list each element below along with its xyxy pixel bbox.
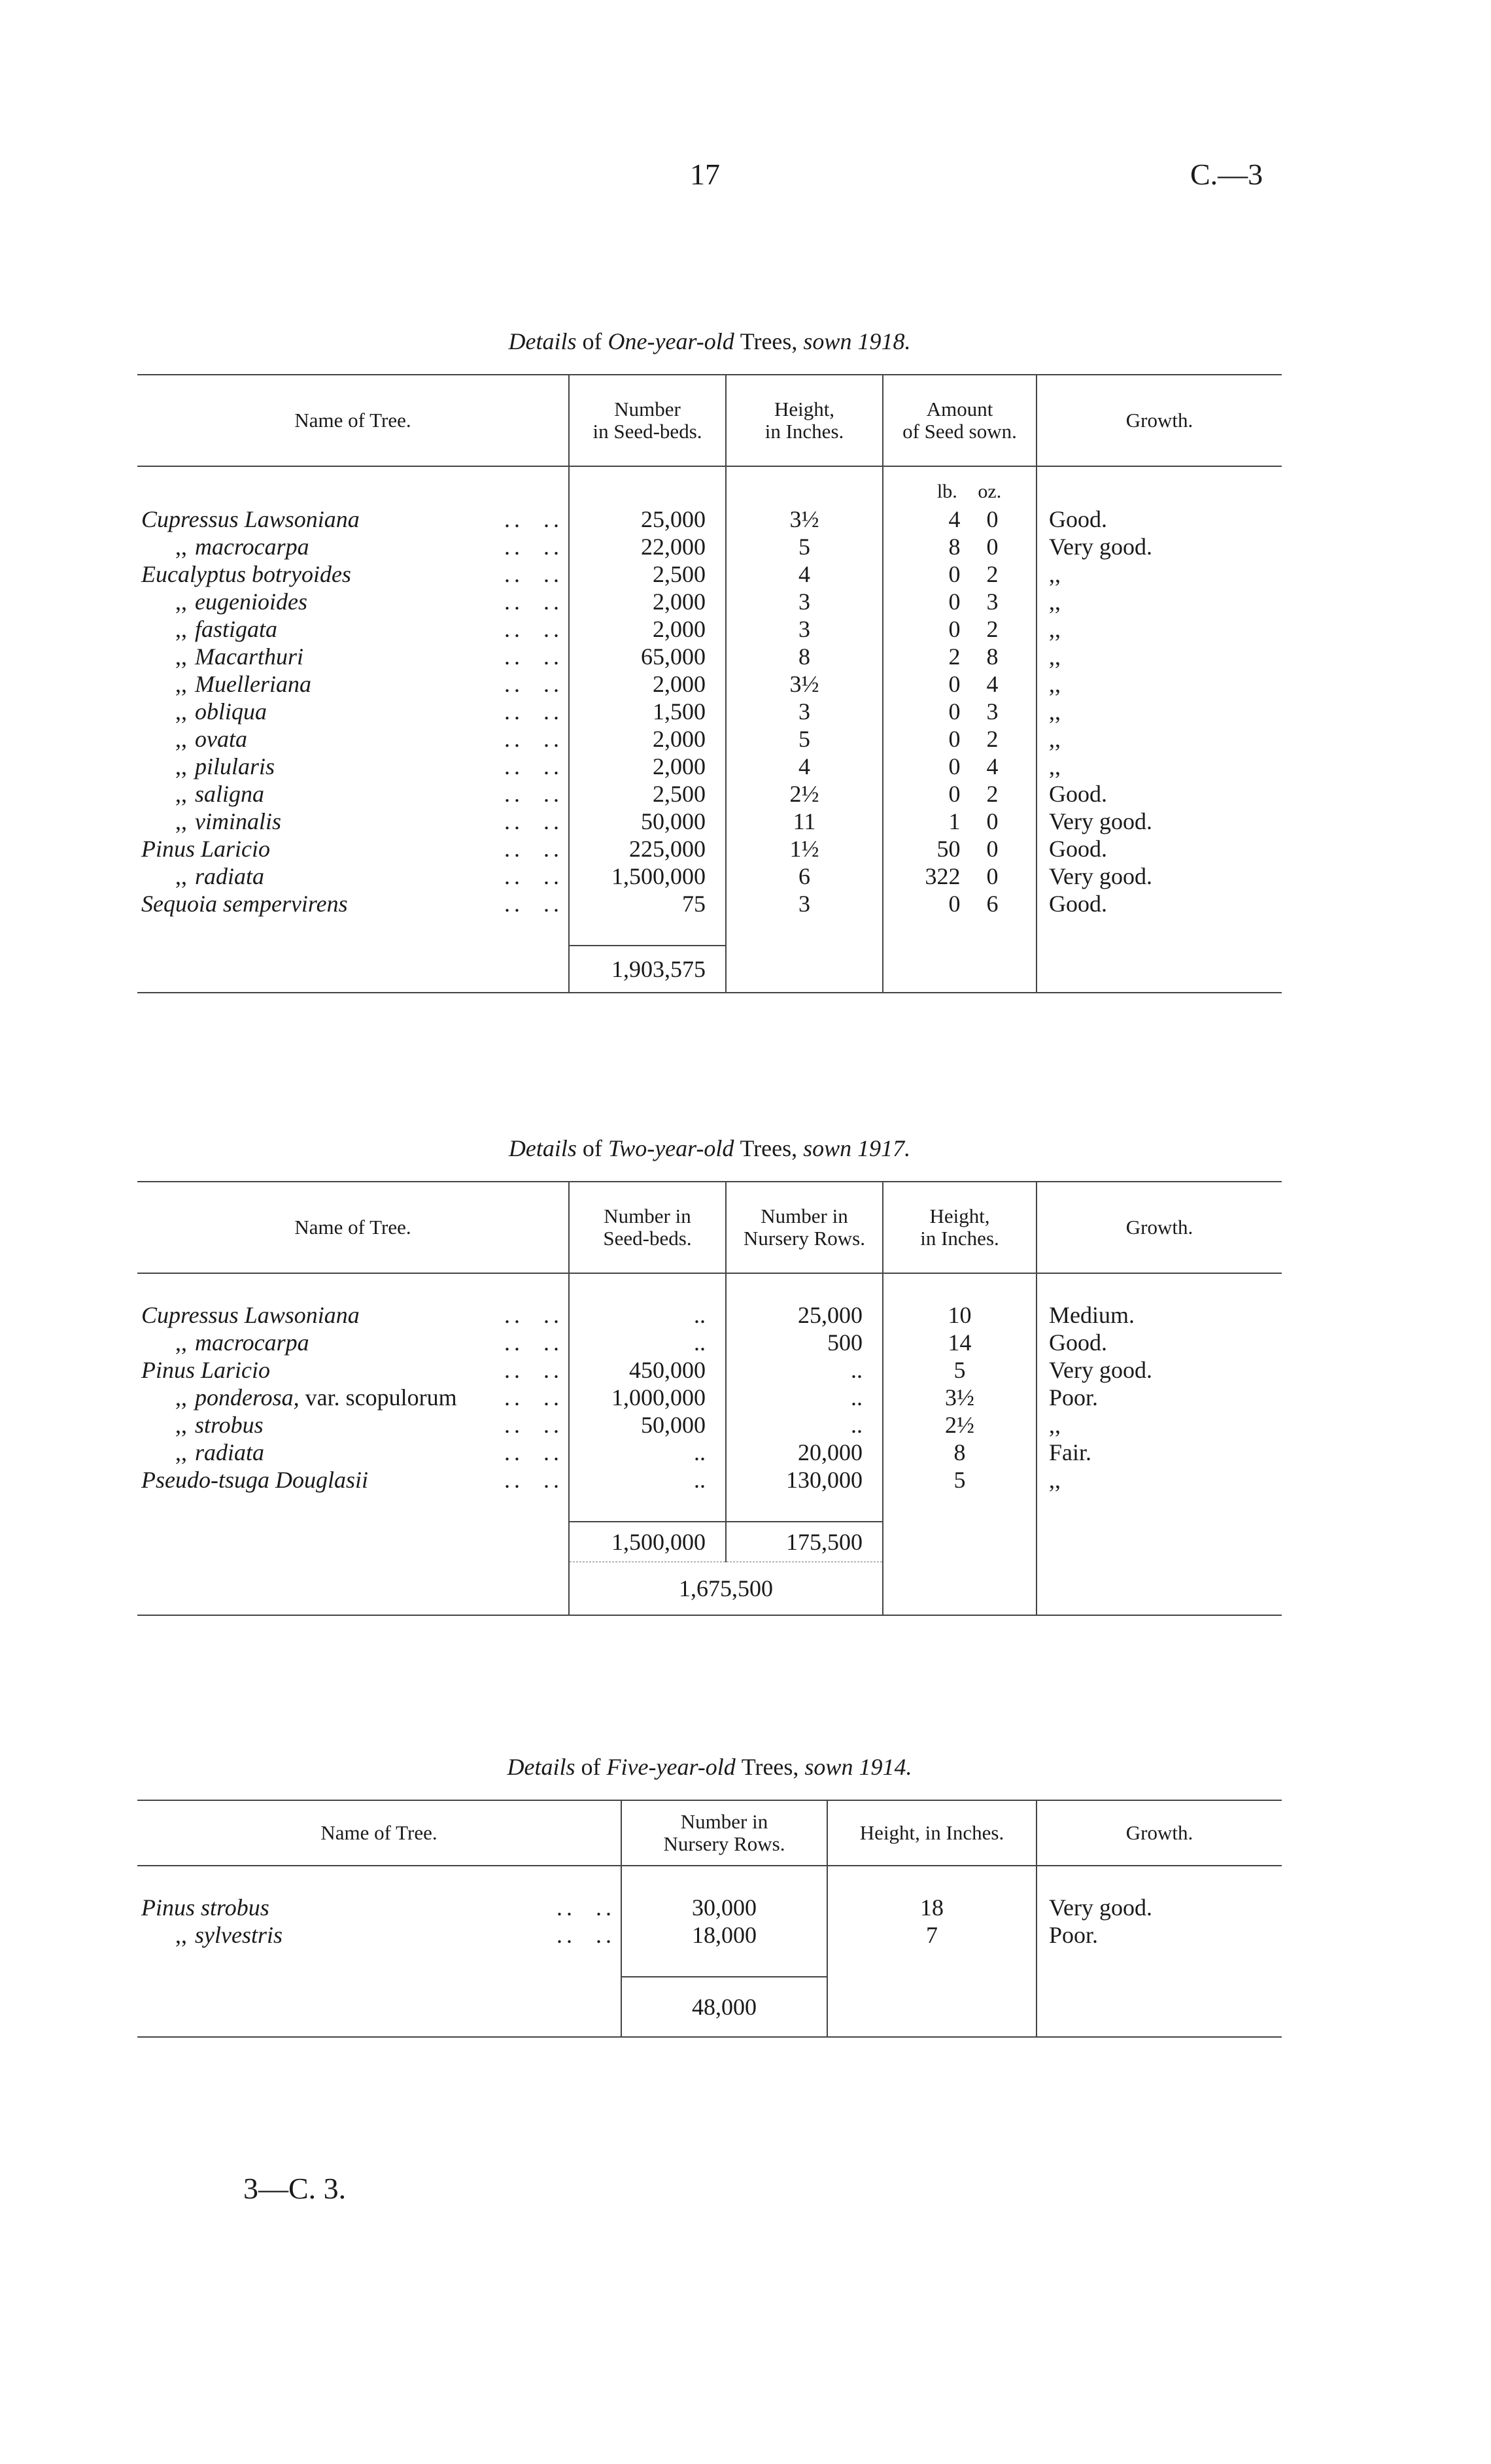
header-growth: Growth. (1037, 1182, 1282, 1273)
seedbed-count: 65,000 (569, 643, 726, 670)
seedbed-count: .. (569, 1329, 726, 1356)
seed-amount: 1 0 (883, 808, 1037, 835)
tree-name: ,, radiata .. .. (175, 1439, 563, 1465)
header-amount: Amount of Seed sown. (883, 375, 1037, 466)
tree-name: ,, saligna .. .. (175, 781, 563, 807)
tree-name: Sequoia sempervirens .. .. (141, 891, 563, 917)
seed-amount: 0 2 (883, 560, 1037, 588)
tree-name: Eucalyptus botryoides .. .. (141, 561, 563, 587)
growth: ,, (1037, 753, 1282, 780)
seed-amount: 0 2 (883, 780, 1037, 808)
growth: Very good. (1037, 1356, 1282, 1384)
height-inches: 5 (883, 1356, 1037, 1384)
tree-name: ,, sylvestris .. .. (175, 1922, 615, 1948)
table-row (137, 890, 1282, 917)
table-row (137, 533, 1282, 560)
nursery-count: 18,000 (621, 1921, 827, 1949)
one-year-section (137, 324, 1282, 993)
growth: Very good. (1037, 1894, 1282, 1921)
growth: Good. (1037, 835, 1282, 863)
seedbed-count: 450,000 (569, 1356, 726, 1384)
tree-name: Pinus Laricio .. .. (141, 836, 563, 862)
seedbed-count: 2,500 (569, 780, 726, 808)
height-inches: 4 (726, 560, 883, 588)
growth: Poor. (1037, 1921, 1282, 1949)
table-row (137, 835, 1282, 863)
table-row (137, 1439, 1282, 1466)
subtotal-row (137, 1522, 1282, 1562)
tree-name: ,, obliqua .. .. (175, 698, 563, 725)
seed-amount: 0 3 (883, 698, 1037, 725)
growth: ,, (1037, 560, 1282, 588)
tree-name: Cupressus Lawsoniana .. .. (141, 506, 563, 532)
height-inches: 5 (726, 533, 883, 560)
nursery-count: .. (726, 1411, 883, 1439)
seedbed-count: 22,000 (569, 533, 726, 560)
tree-name: ,, eugenioides .. .. (175, 589, 563, 615)
growth: ,, (1037, 643, 1282, 670)
tree-name: ,, ovata .. .. (175, 726, 563, 752)
seed-amount: 2 8 (883, 643, 1037, 670)
nursery-count: .. (726, 1384, 883, 1411)
one-year-table (137, 374, 1282, 993)
seedbed-count: 50,000 (569, 808, 726, 835)
seedbed-count: 25,000 (569, 505, 726, 533)
page-number: 17 (690, 158, 720, 191)
seed-amount: 8 0 (883, 533, 1037, 560)
growth: ,, (1037, 725, 1282, 753)
unit-row: lb. oz. (883, 466, 1037, 505)
tree-name: Pseudo-tsuga Douglasii .. .. (141, 1467, 563, 1493)
height-inches: 8 (726, 643, 883, 670)
total-seedbeds: 1,903,575 (569, 946, 726, 993)
five-year-section (137, 1750, 1282, 2038)
header-name: Name of Tree. (137, 375, 569, 466)
table-row (137, 808, 1282, 835)
table-row (137, 1356, 1282, 1384)
tree-name: Cupressus Lawsoniana .. .. (141, 1302, 563, 1328)
table-row (137, 698, 1282, 725)
growth: Good. (1037, 780, 1282, 808)
growth: ,, (1037, 1466, 1282, 1494)
height-inches: 8 (883, 1439, 1037, 1466)
header-growth: Growth. (1037, 375, 1282, 466)
height-inches: 14 (883, 1329, 1037, 1356)
total-row (137, 1977, 1282, 2037)
footer-signature: 3—C. 3. (243, 2172, 347, 2205)
table-row (137, 1921, 1282, 1949)
height-inches: 3½ (726, 505, 883, 533)
seed-amount: 322 0 (883, 863, 1037, 890)
nursery-count: 25,000 (726, 1301, 883, 1329)
growth: Very good. (1037, 863, 1282, 890)
table-row (137, 643, 1282, 670)
header-height: Height, in Inches. (726, 375, 883, 466)
growth: ,, (1037, 1411, 1282, 1439)
table-row (137, 863, 1282, 890)
seedbed-count: 75 (569, 890, 726, 917)
grand-total: 1,675,500 (569, 1562, 883, 1616)
growth: ,, (1037, 698, 1282, 725)
table-row (137, 588, 1282, 615)
five-year-table (137, 1800, 1282, 2038)
table-row (137, 615, 1282, 643)
height-inches: 10 (883, 1301, 1037, 1329)
tree-name: Pinus strobus .. .. (141, 1894, 615, 1921)
height-inches: 6 (726, 863, 883, 890)
tree-name: ,, macrocarpa .. .. (175, 1329, 563, 1356)
seedbed-count: .. (569, 1301, 726, 1329)
height-inches: 3 (726, 890, 883, 917)
table-row (137, 753, 1282, 780)
seedbed-count: 2,000 (569, 725, 726, 753)
nursery-count: .. (726, 1356, 883, 1384)
growth: Very good. (1037, 808, 1282, 835)
table-row (137, 1329, 1282, 1356)
seed-amount: 0 4 (883, 753, 1037, 780)
table-row (137, 505, 1282, 533)
page-reference: C.—3 (1190, 158, 1263, 191)
growth: ,, (1037, 670, 1282, 698)
height-inches: 11 (726, 808, 883, 835)
table-row (137, 1301, 1282, 1329)
height-inches: 3½ (726, 670, 883, 698)
growth: Very good. (1037, 533, 1282, 560)
seed-amount: 0 3 (883, 588, 1037, 615)
growth: Good. (1037, 890, 1282, 917)
height-inches: 3 (726, 698, 883, 725)
table-row (137, 1411, 1282, 1439)
table-row (137, 1466, 1282, 1494)
tree-name: ,, Macarthuri .. .. (175, 643, 563, 670)
two-year-title: Details of Two-year-old Trees, sown 1917. (508, 1135, 911, 1161)
header-seed: Number in Seed-beds. (569, 1182, 726, 1273)
header-height: Height, in Inches. (883, 1182, 1037, 1273)
table-row (137, 670, 1282, 698)
header-growth: Growth. (1037, 1800, 1282, 1866)
total-nursery: 48,000 (621, 1977, 827, 2037)
one-year-title: Details of One-year-old Trees, sown 1918. (508, 328, 911, 354)
nursery-count: 20,000 (726, 1439, 883, 1466)
table-row (137, 725, 1282, 753)
height-inches: 3 (726, 588, 883, 615)
two-year-section (137, 1131, 1282, 1616)
seed-amount: 0 4 (883, 670, 1037, 698)
growth: ,, (1037, 615, 1282, 643)
nursery-count: 130,000 (726, 1466, 883, 1494)
height-inches: 5 (726, 725, 883, 753)
tree-name: Pinus Laricio .. .. (141, 1357, 563, 1383)
tree-name: ,, strobus .. .. (175, 1412, 563, 1438)
seedbed-count: 2,000 (569, 615, 726, 643)
height-inches: 1½ (726, 835, 883, 863)
seed-amount: 0 2 (883, 615, 1037, 643)
header-name: Name of Tree. (137, 1800, 621, 1866)
tree-name: ,, Muelleriana .. .. (175, 671, 563, 697)
seedbed-count: .. (569, 1439, 726, 1466)
seedbed-count: 50,000 (569, 1411, 726, 1439)
seedbed-count: 2,000 (569, 670, 726, 698)
header-nursery: Number in Nursery Rows. (621, 1800, 827, 1866)
tree-name: ,, viminalis .. .. (175, 808, 563, 834)
nursery-count: 500 (726, 1329, 883, 1356)
seedbed-count: 2,000 (569, 753, 726, 780)
table-row (137, 1384, 1282, 1411)
growth: ,, (1037, 588, 1282, 615)
seedbed-count: 2,500 (569, 560, 726, 588)
height-inches: 4 (726, 753, 883, 780)
header-nursery: Number in Nursery Rows. (726, 1182, 883, 1273)
height-inches: 3½ (883, 1384, 1037, 1411)
height-inches: 2½ (726, 780, 883, 808)
growth: Fair. (1037, 1439, 1282, 1466)
table-row (137, 1894, 1282, 1921)
seedbed-count: 1,000,000 (569, 1384, 726, 1411)
growth: Medium. (1037, 1301, 1282, 1329)
seed-amount: 0 2 (883, 725, 1037, 753)
height-inches: 18 (827, 1894, 1037, 1921)
growth: Good. (1037, 1329, 1282, 1356)
total-seedbeds: 1,500,000 (569, 1522, 726, 1562)
seedbed-count: .. (569, 1466, 726, 1494)
header-height: Height, in Inches. (827, 1800, 1037, 1866)
seed-amount: 0 6 (883, 890, 1037, 917)
table-row (137, 560, 1282, 588)
height-inches: 5 (883, 1466, 1037, 1494)
seedbed-count: 2,000 (569, 588, 726, 615)
seedbed-count: 225,000 (569, 835, 726, 863)
tree-name: ,, macrocarpa .. .. (175, 534, 563, 560)
total-nursery: 175,500 (726, 1522, 883, 1562)
growth: Good. (1037, 505, 1282, 533)
grand-total-row (137, 1562, 1282, 1616)
seedbed-count: 1,500,000 (569, 863, 726, 890)
header-number: Number in Seed-beds. (569, 375, 726, 466)
tree-name: ,, pilularis .. .. (175, 753, 563, 779)
nursery-count: 30,000 (621, 1894, 827, 1921)
tree-name: ,, ponderosa, var. scopulorum .. .. (175, 1384, 563, 1411)
two-year-table (137, 1181, 1282, 1616)
tree-name: ,, radiata .. .. (175, 863, 563, 889)
seedbed-count: 1,500 (569, 698, 726, 725)
growth: Poor. (1037, 1384, 1282, 1411)
table-row (137, 780, 1282, 808)
tree-name: ,, fastigata .. .. (175, 616, 563, 642)
seed-amount: 4 0 (883, 505, 1037, 533)
total-row (137, 946, 1282, 993)
height-inches: 7 (827, 1921, 1037, 1949)
height-inches: 2½ (883, 1411, 1037, 1439)
five-year-title: Details of Five-year-old Trees, sown 1914. (507, 1754, 912, 1780)
header-name: Name of Tree. (137, 1182, 569, 1273)
seed-amount: 50 0 (883, 835, 1037, 863)
height-inches: 3 (726, 615, 883, 643)
